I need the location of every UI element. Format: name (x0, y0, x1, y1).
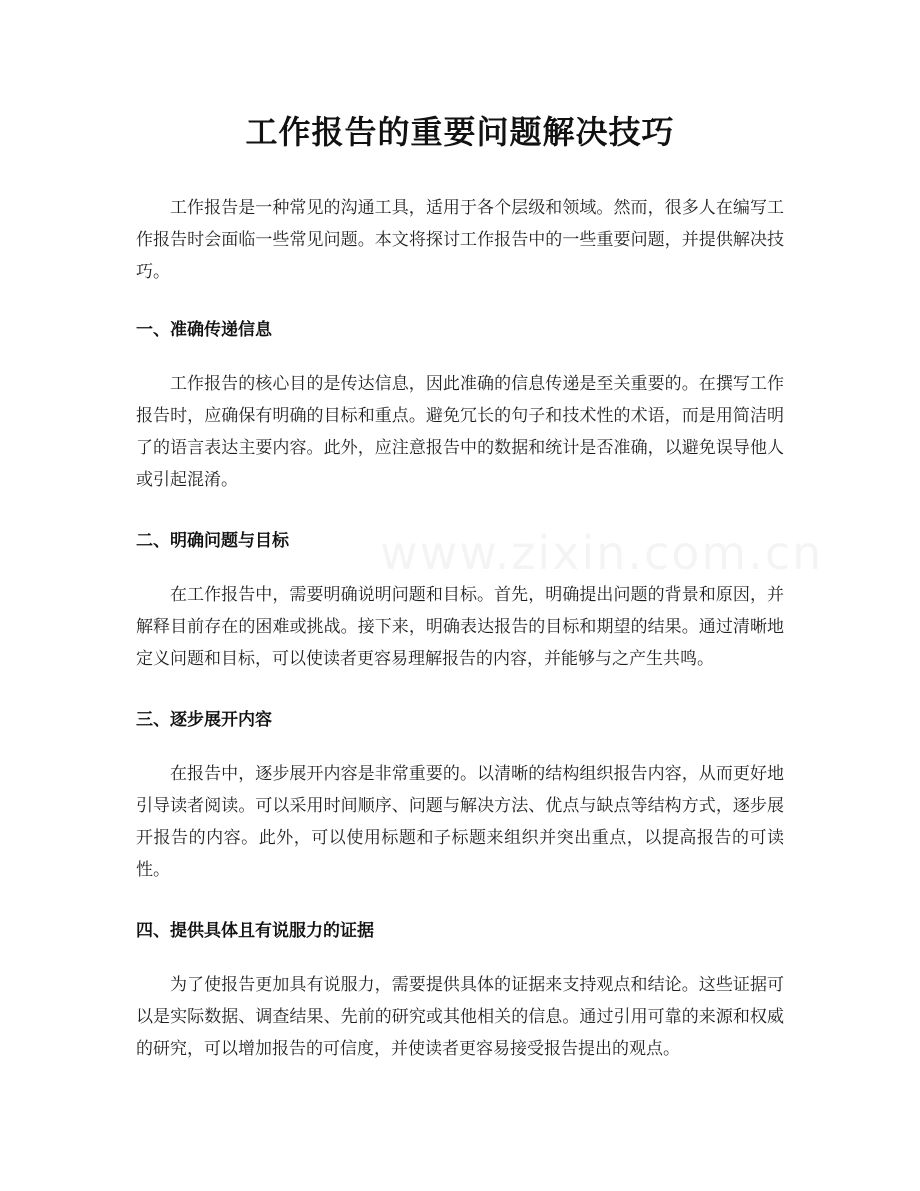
section-body-4: 为了使报告更加具有说服力，需要提供具体的证据来支持观点和结论。这些证据可以是实际数据、调查结果、先前的研究或其他相关的信息。通过引用可靠的来源和权威的研究，可以增加报告的可信度，并使读者更容易接受报告提出的观点。 (136, 975, 784, 1059)
section-body-1: 工作报告的核心目的是传达信息，因此准确的信息传递是至关重要的。在撰写工作报告时，应确保有明确的目标和重点。避免冗长的句子和技术性的术语，而是用简洁明了的语言表达主要内容。此外，应注意报告中的数据和统计是否准确，以避免误导他人或引起混淆。 (136, 374, 784, 490)
section-heading-3: 三、逐步展开内容 (136, 710, 272, 730)
intro-paragraph: 工作报告是一种常见的沟通工具，适用于各个层级和领域。然而，很多人在编写工作报告时会面临一些常见问题。本文将探讨工作报告中的一些重要问题，并提供解决技巧。 (136, 198, 784, 282)
section-heading-1: 一、准确传递信息 (136, 320, 272, 340)
section-heading-2: 二、明确问题与目标 (136, 531, 289, 551)
section-body-3: 在报告中，逐步展开内容是非常重要的。以清晰的结构组织报告内容，从而更好地引导读者阅读。可以采用时间顺序、问题与解决方法、优点与缺点等结构方式，逐步展开报告的内容。此外，可以使用标题和子标题来组织并突出重点，以提高报告的可读性。 (136, 764, 784, 880)
section-heading-4: 四、提供具体且有说服力的证据 (136, 921, 374, 941)
document-title: 工作报告的重要问题解决技巧 (245, 113, 675, 151)
section-body-2: 在工作报告中，需要明确说明问题和目标。首先，明确提出问题的背景和原因，并解释目前存在的困难或挑战。接下来，明确表达报告的目标和期望的结果。通过清晰地定义问题和目标，可以使读者更容易理解报告的内容，并能够与之产生共鸣。 (136, 585, 784, 669)
